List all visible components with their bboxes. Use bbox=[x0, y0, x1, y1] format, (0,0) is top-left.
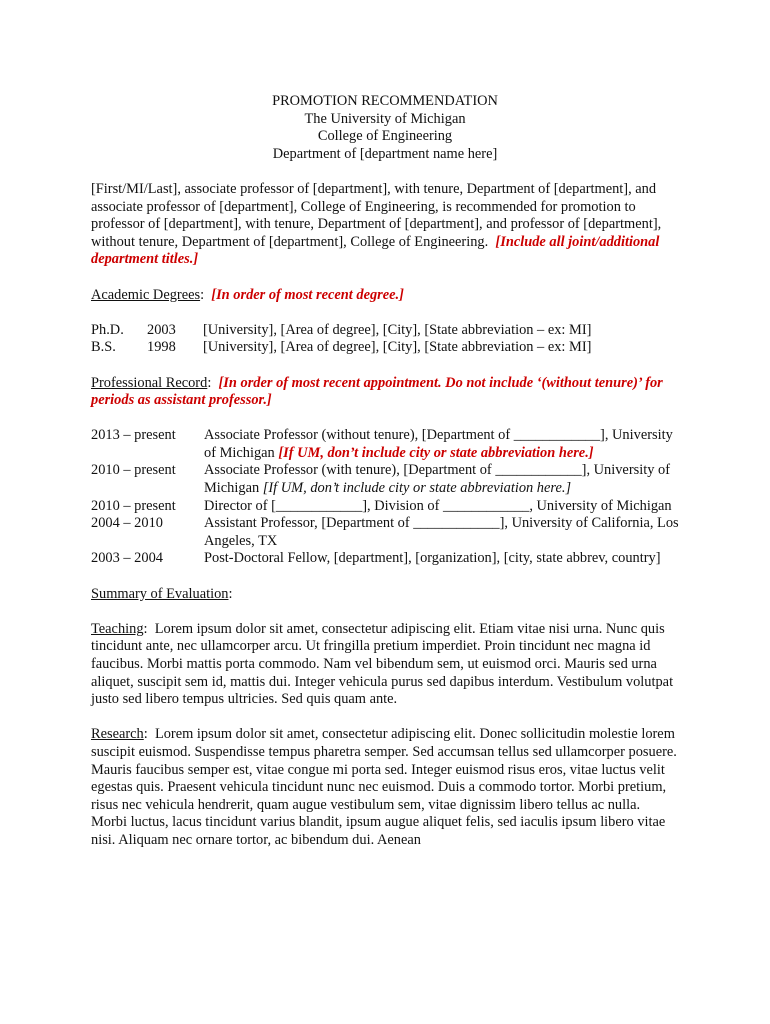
appointment-dates: 2010 – present bbox=[91, 497, 176, 514]
intro-note: [Include all joint/additional department titles.] bbox=[91, 233, 660, 268]
appointment-row bbox=[91, 462, 679, 497]
degree-row bbox=[91, 339, 591, 357]
degree-detail: [University], [Area of degree], [City], [State abbreviation – ex: MI] bbox=[203, 339, 592, 356]
appointment-row bbox=[91, 515, 679, 550]
appointment-text: Post-Doctoral Fellow, [department], [organization], [city, state abbrev, country] bbox=[204, 550, 661, 567]
degree-type: Ph.D. bbox=[91, 321, 124, 338]
college-name: College of Engineering bbox=[317, 128, 453, 145]
appointment-note: [If UM, don’t include city or state abbreviation here.] bbox=[262, 480, 572, 497]
appointment-text: Associate Professor (without tenure), [Department of ____________], University of Michigan [If UM, don’t include city or state abbreviation here.] bbox=[204, 427, 673, 461]
professional-heading-line: Professional Record: [In order of most recent appointment. Do not include ‘(without tenure)’ for periods as assistant professor.] bbox=[91, 374, 663, 409]
degrees-heading: Academic Degrees bbox=[91, 286, 201, 303]
degree-year: 1998 bbox=[147, 339, 176, 356]
summary-heading-line: Summary of Evaluation: bbox=[91, 585, 233, 602]
research-text: Lorem ipsum dolor sit amet, consectetur adipiscing elit. Donec sollicitudin molestie lorem suscipit euismod. Suspendisse tempus pharetra semper. Sed accumsan tellus sed ullamcorper posuere. Mauris faucibus semper est, vitae congue mi porta sed. Integer euismod risus eros, vitae luctus velit egestas quis. Praesent vehicula tincidunt nunc nec euismod. Duis a commodo tortor. Morbi pretium, risus nec vehicula hendrerit, quam augue vestibulum sem, vitae dignissim libero tellus ac nulla. Morbi luctus, lacus tincidunt varius blandit, ipsum augue aliquet felis, sed iaculis ipsum libero vitae nisi. Aliquam nec ornare tortor, ac bibendum dui. Aenean bbox=[91, 726, 681, 848]
degree-type: B.S. bbox=[91, 339, 116, 356]
degree-detail: [University], [Area of degree], [City], [State abbreviation – ex: MI] bbox=[203, 321, 592, 338]
appointment-row bbox=[91, 550, 679, 568]
degree-year: 2003 bbox=[147, 321, 176, 338]
appointment-note: [If UM, don’t include city or state abbreviation here.] bbox=[278, 444, 594, 461]
teaching-text: Lorem ipsum dolor sit amet, consectetur adipiscing elit. Etiam vitae nisi urna. Nunc quis tincidunt ante, nec ullamcorper arcu. Ut fringilla pretium imperdiet. Proin tincidunt nec magna id faucibus. Morbi mattis porta commodo. Nam vel bibendum sem, ut euismod orci. Mauris sed urna aliquet, suscipit sem id, mattis dui. Integer vehicula purus sed dapibus interdum. Vestibulum volutpat justo sed libero tempus ultricies. Sed quis quam ante. bbox=[91, 620, 677, 708]
professional-heading: Professional Record bbox=[91, 374, 208, 391]
intro-paragraph bbox=[91, 181, 679, 269]
department-name: Department of [department name here] bbox=[272, 145, 498, 162]
appointment-row bbox=[91, 498, 679, 516]
appointment-dates: 2013 – present bbox=[91, 427, 176, 444]
appointment-dates: 2003 – 2004 bbox=[91, 550, 163, 567]
appointment-row bbox=[91, 427, 679, 462]
appointment-dates: 2004 – 2010 bbox=[91, 515, 163, 532]
appointment-dates: 2010 – present bbox=[91, 462, 176, 479]
summary-heading: Summary of Evaluation bbox=[91, 585, 229, 602]
degrees-heading-line: Academic Degrees: [In order of most recent degree.] bbox=[91, 286, 404, 303]
document-header bbox=[91, 93, 679, 163]
appointment-text: Assistant Professor, [Department of ____________], University of California, Los Angeles, TX bbox=[204, 515, 679, 549]
document-title: PROMOTION RECOMMENDATION bbox=[272, 93, 498, 109]
document-page bbox=[91, 93, 679, 850]
degree-row bbox=[91, 322, 591, 340]
degrees-table bbox=[91, 322, 591, 357]
professional-note: [In order of most recent appointment. Do not include ‘(without tenure)’ for periods as assistant professor.] bbox=[91, 374, 663, 409]
teaching-paragraph: Teaching: Lorem ipsum dolor sit amet, consectetur adipiscing elit. Etiam vitae nisi urna. Nunc quis tincidunt ante, nec ullamcorper arcu. Ut fringilla pretium imperdiet. Proin tincidunt nec magna id faucibus. Morbi mattis porta commodo. Nam vel bibendum sem, ut euismod orci. Mauris sed urna aliquet, suscipit sem id, mattis dui. Integer vehicula purus sed dapibus interdum. Vestibulum volutpat justo sed libero tempus ultricies. Sed quis quam ante. bbox=[91, 620, 677, 708]
university-name: The University of Michigan bbox=[304, 110, 466, 127]
research-paragraph: Research: Lorem ipsum dolor sit amet, consectetur adipiscing elit. Donec sollicitudin molestie lorem suscipit euismod. Suspendisse tempus pharetra semper. Sed accumsan tellus sed ullamcorper posuere. Mauris faucibus semper est, vitae congue mi porta sed. Integer euismod risus eros, vitae luctus velit egestas quis. Praesent vehicula tincidunt nunc nec euismod. Duis a commodo tortor. Morbi pretium, risus nec vehicula hendrerit, quam augue vestibulum sem, vitae dignissim libero tellus ac nulla. Morbi luctus, lacus tincidunt varius blandit, ipsum augue aliquet felis, sed iaculis ipsum libero vitae nisi. Aliquam nec ornare tortor, ac bibendum dui. Aenean bbox=[91, 726, 681, 848]
appointment-text: Associate Professor (with tenure), [Department of ____________], University of Michigan [If UM, don’t include city or state abbreviation here.] bbox=[204, 462, 670, 497]
research-heading: Research bbox=[91, 726, 144, 743]
appointment-text: Director of [____________], Division of ____________, University of Michigan bbox=[204, 497, 672, 514]
teaching-heading: Teaching bbox=[91, 620, 144, 637]
degrees-note: [In order of most recent degree.] bbox=[211, 286, 404, 303]
intro-text: [First/MI/Last], associate professor of [department], with tenure, Department of [department], and associate professor of [department], College of Engineering, is recommended for promotion to professor of [department], with tenure, Department of [department], and professor of [department], without tenure, Department of [department], College of Engineering. bbox=[91, 180, 662, 250]
